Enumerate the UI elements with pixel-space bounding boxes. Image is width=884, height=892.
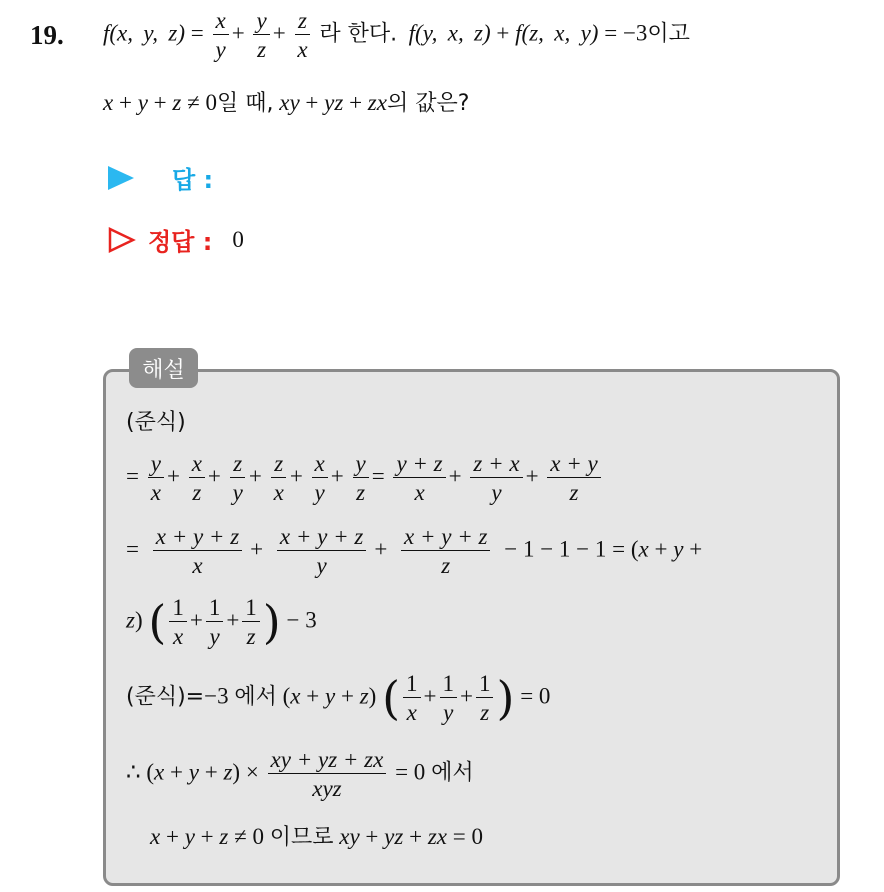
solution-line-3: = $\frac{x + y + z}{x}$ + $\frac{x + y + z}{y}$ + $\frac{x + y + z}{z}$ − 1 − 1 − 1 = (x + y + bbox=[126, 524, 703, 578]
solution-line-5: (준식)=−3 에서 (x + y + z) ( $\frac{1}{x}$ + $\frac{1}{y}$ + $\frac{1}{z}$ ) = 0 bbox=[126, 671, 551, 725]
solution-tab: 해설 bbox=[129, 348, 198, 388]
correct-answer-value: 0 bbox=[232, 226, 244, 252]
problem-line-2: x + y + z ≠ 0일 때, xy + yz + zx의 값은? bbox=[103, 90, 470, 116]
problem-line-1: f(x, y, z) = $\frac{x}{y}$ + $\frac{y}{z}$ + $\frac{z}{x}$ 라 한다. f(y, x, z) + f(z, x, y) = −3이고 bbox=[103, 8, 690, 62]
correct-answer-label: 정답 : bbox=[148, 228, 213, 256]
solution-given: (준식) bbox=[126, 410, 186, 435]
play-icon bbox=[108, 166, 134, 190]
problem-rhs: −3 bbox=[622, 20, 648, 46]
problem-question-text: 의 값은? bbox=[386, 91, 470, 116]
answer-row bbox=[108, 160, 213, 195]
outline-triangle-icon bbox=[108, 227, 136, 253]
solution-line-6: ∴ (x + y + z) × $\frac{xy + yz + zx}{\text{xyz}}$ = 0 에서 bbox=[126, 747, 474, 801]
solution-line-7: x + y + z ≠ 0 이므로 xy + yz + zx = 0 bbox=[150, 824, 483, 850]
solution-line-2: = $\frac{y}{x}$ + $\frac{x}{z}$ + $\frac{z}{y}$ + $\frac{z}{x}$ + $\frac{x}{y}$ + $\frac{y}{z}$ = $\frac{y + z}{x}$ + $\frac{z + x}{y}$ + $\frac{x + y}{z}$ bbox=[126, 452, 604, 504]
correct-answer-row bbox=[108, 222, 244, 257]
answer-label: 답 : bbox=[172, 166, 214, 194]
solution-line-4: z) ( $\frac{1}{x}$ + $\frac{1}{y}$ + $\frac{1}{z}$ ) − 3 bbox=[126, 595, 317, 649]
problem-number: 19. bbox=[30, 20, 64, 50]
problem-lead-text: 라 한다. bbox=[319, 21, 398, 47]
problem-mid-text: 이고 bbox=[647, 21, 690, 47]
problem-when-text: 일 때, bbox=[216, 91, 274, 116]
